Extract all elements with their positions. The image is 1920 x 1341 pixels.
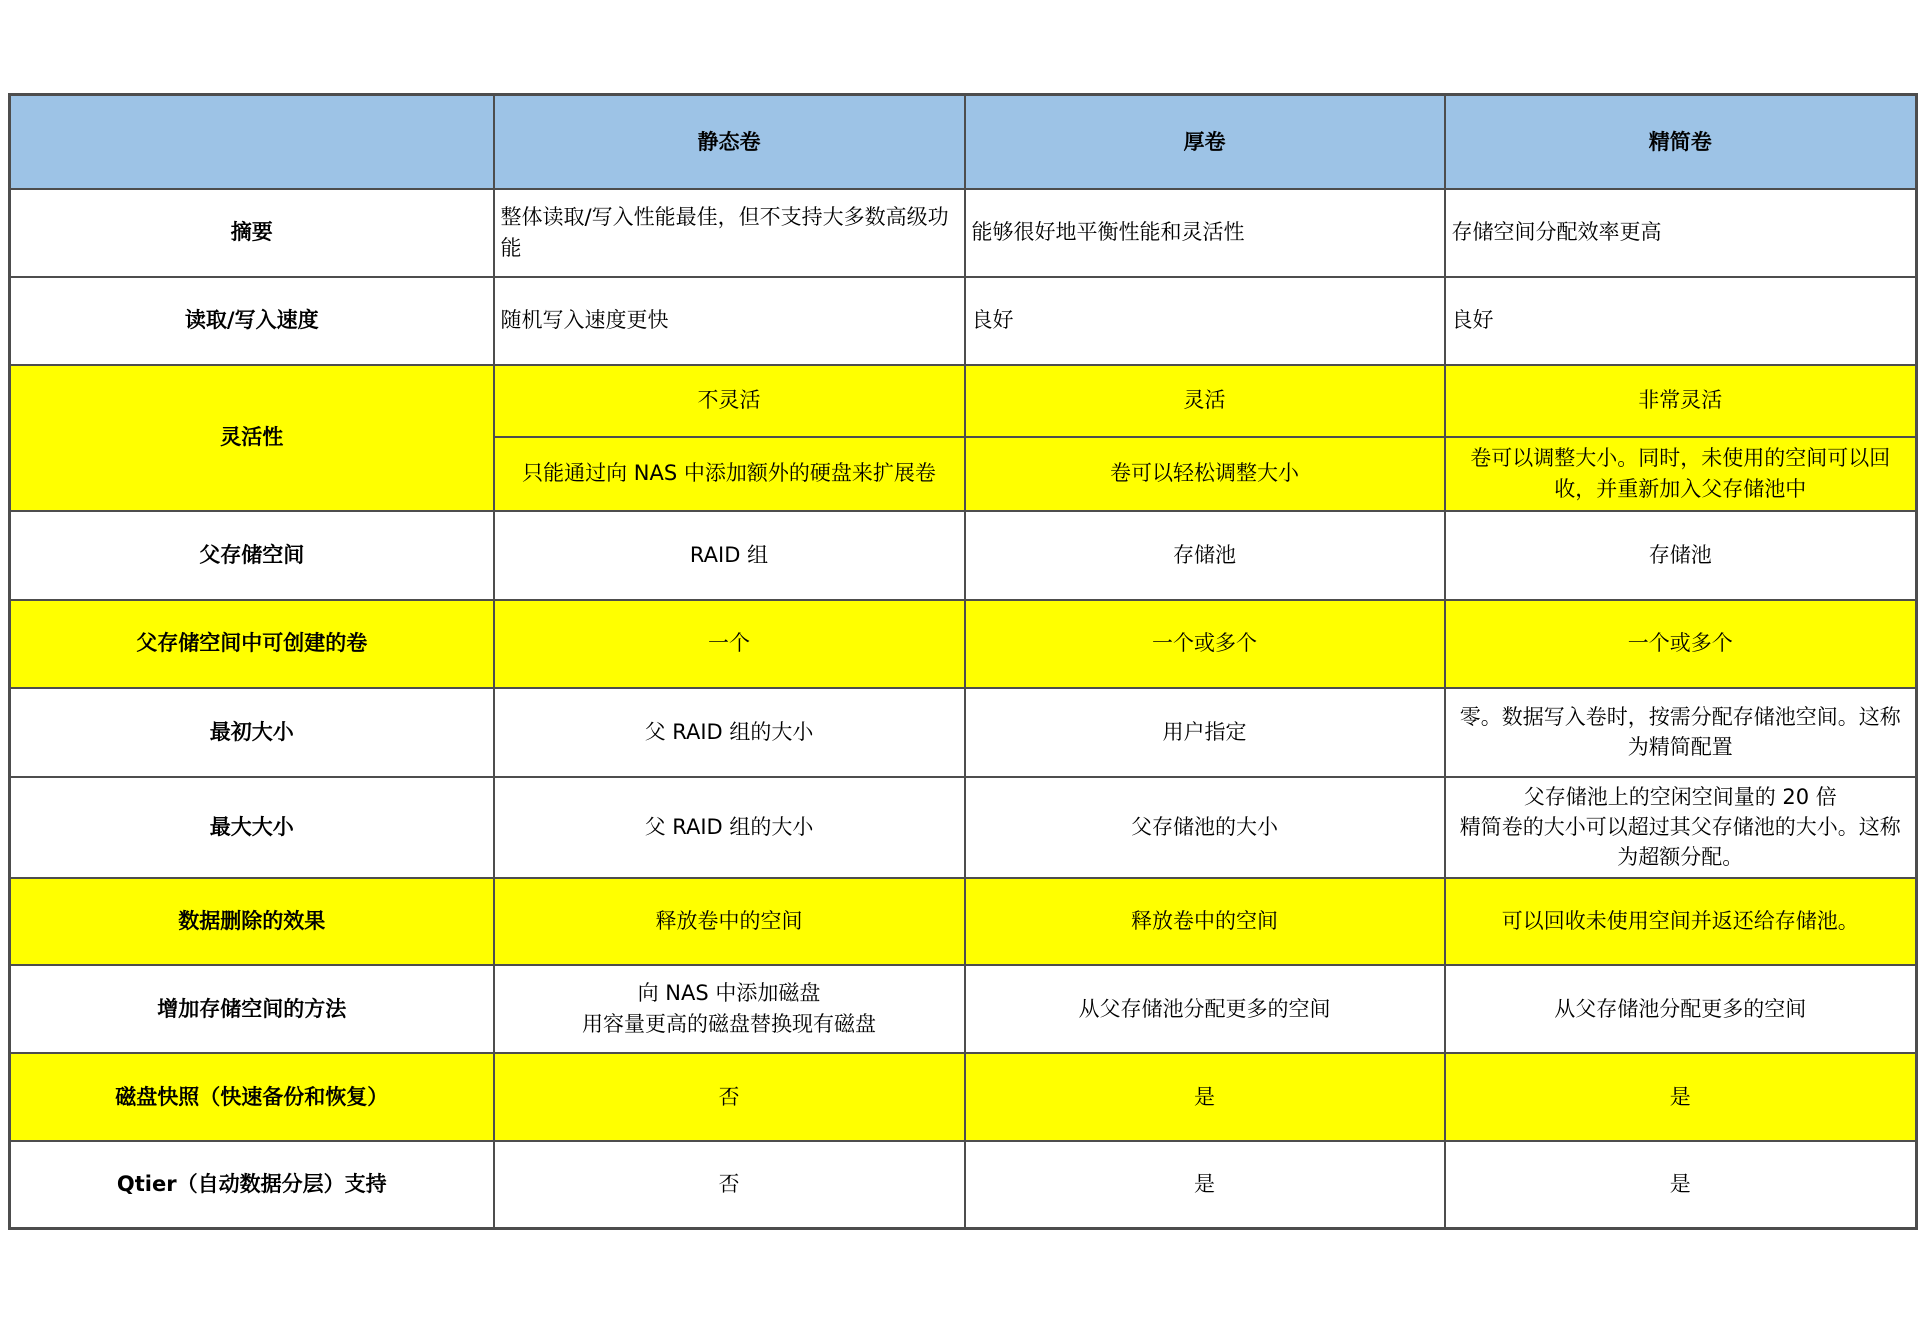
cell-speed-thick: 良好 — [965, 277, 1445, 365]
cell-flexibility1-thin: 非常灵活 — [1445, 365, 1917, 437]
cell-speed-thin: 良好 — [1445, 277, 1917, 365]
cell-summary-thin: 存储空间分配效率更高 — [1445, 189, 1917, 277]
cell-summary-static: 整体读取/写入性能最佳，但不支持大多数高级功能 — [494, 189, 965, 277]
row-label-initial-size: 最初大小 — [10, 688, 494, 777]
cell-max-size-thin-line2: 精简卷的大小可以超过其父存储池的大小。这称为超额分配。 — [1459, 814, 1901, 870]
cell-qtier-thick: 是 — [965, 1141, 1445, 1229]
row-label-data-deletion: 数据删除的效果 — [10, 878, 494, 965]
row-label-summary: 摘要 — [10, 189, 494, 277]
table-row-flexibility-1 — [10, 365, 1917, 437]
cell-summary-thick: 能够很好地平衡性能和灵活性 — [965, 189, 1445, 277]
cell-data-deletion-thin: 可以回收未使用空间并返还给存储池。 — [1445, 878, 1917, 965]
row-label-qtier: Qtier（自动数据分层）支持 — [10, 1141, 494, 1229]
row-label-parent-space: 父存储空间 — [10, 511, 494, 600]
volume-comparison-table — [8, 93, 1918, 1230]
row-label-flexibility: 灵活性 — [10, 365, 494, 511]
cell-initial-size-thick: 用户指定 — [965, 688, 1445, 777]
row-label-speed: 读取/写入速度 — [10, 277, 494, 365]
cell-max-size-thick: 父存储池的大小 — [965, 777, 1445, 878]
cell-max-size-thin — [1445, 777, 1917, 878]
row-label-snapshot: 磁盘快照（快速备份和恢复） — [10, 1053, 494, 1141]
volume-comparison-table-wrap — [8, 93, 1918, 1230]
cell-snapshot-thick: 是 — [965, 1053, 1445, 1141]
table-row-parent-space — [10, 511, 1917, 600]
header-cell-thick-volume: 厚卷 — [965, 95, 1445, 189]
cell-volumes-per-space-thick: 一个或多个 — [965, 600, 1445, 688]
cell-volumes-per-space-static: 一个 — [494, 600, 965, 688]
table-row-speed — [10, 277, 1917, 365]
cell-qtier-static: 否 — [494, 1141, 965, 1229]
table-row-initial-size — [10, 688, 1917, 777]
cell-qtier-thin: 是 — [1445, 1141, 1917, 1229]
row-label-increase-method: 增加存储空间的方法 — [10, 965, 494, 1053]
header-cell-static-volume: 静态卷 — [494, 95, 965, 189]
cell-increase-method-thin: 从父存储池分配更多的空间 — [1445, 965, 1917, 1053]
cell-increase-method-static — [494, 965, 965, 1053]
cell-initial-size-static: 父 RAID 组的大小 — [494, 688, 965, 777]
cell-flexibility1-static: 不灵活 — [494, 365, 965, 437]
cell-max-size-thin-line1: 父存储池上的空闲空间量的 20 倍 — [1523, 784, 1837, 809]
cell-flexibility2-thin: 卷可以调整大小。同时，未使用的空间可以回收，并重新加入父存储池中 — [1445, 437, 1917, 511]
cell-parent-space-thick: 存储池 — [965, 511, 1445, 600]
table-row-summary — [10, 189, 1917, 277]
cell-initial-size-thin: 零。数据写入卷时，按需分配存储池空间。这称为精简配置 — [1445, 688, 1917, 777]
cell-flexibility2-thick: 卷可以轻松调整大小 — [965, 437, 1445, 511]
cell-increase-method-static-line2: 用容量更高的磁盘替换现有磁盘 — [582, 1011, 876, 1036]
cell-snapshot-thin: 是 — [1445, 1053, 1917, 1141]
table-row-data-deletion — [10, 878, 1917, 965]
cell-flexibility1-thick: 灵活 — [965, 365, 1445, 437]
table-row-snapshot — [10, 1053, 1917, 1141]
cell-volumes-per-space-thin: 一个或多个 — [1445, 600, 1917, 688]
header-cell-thin-volume: 精简卷 — [1445, 95, 1917, 189]
cell-parent-space-thin: 存储池 — [1445, 511, 1917, 600]
cell-speed-static: 随机写入速度更快 — [494, 277, 965, 365]
cell-data-deletion-static: 释放卷中的空间 — [494, 878, 965, 965]
table-row-qtier — [10, 1141, 1917, 1229]
cell-data-deletion-thick: 释放卷中的空间 — [965, 878, 1445, 965]
cell-flexibility2-static: 只能通过向 NAS 中添加额外的硬盘来扩展卷 — [494, 437, 965, 511]
cell-increase-method-thick: 从父存储池分配更多的空间 — [965, 965, 1445, 1053]
header-cell-empty — [10, 95, 494, 189]
cell-increase-method-static-line1: 向 NAS 中添加磁盘 — [637, 981, 821, 1006]
row-label-volumes-per-space: 父存储空间中可创建的卷 — [10, 600, 494, 688]
table-row-max-size — [10, 777, 1917, 878]
table-row-volumes-per-space — [10, 600, 1917, 688]
cell-snapshot-static: 否 — [494, 1053, 965, 1141]
header-row — [10, 95, 1917, 189]
cell-max-size-static: 父 RAID 组的大小 — [494, 777, 965, 878]
cell-parent-space-static: RAID 组 — [494, 511, 965, 600]
row-label-max-size: 最大大小 — [10, 777, 494, 878]
table-row-increase-method — [10, 965, 1917, 1053]
